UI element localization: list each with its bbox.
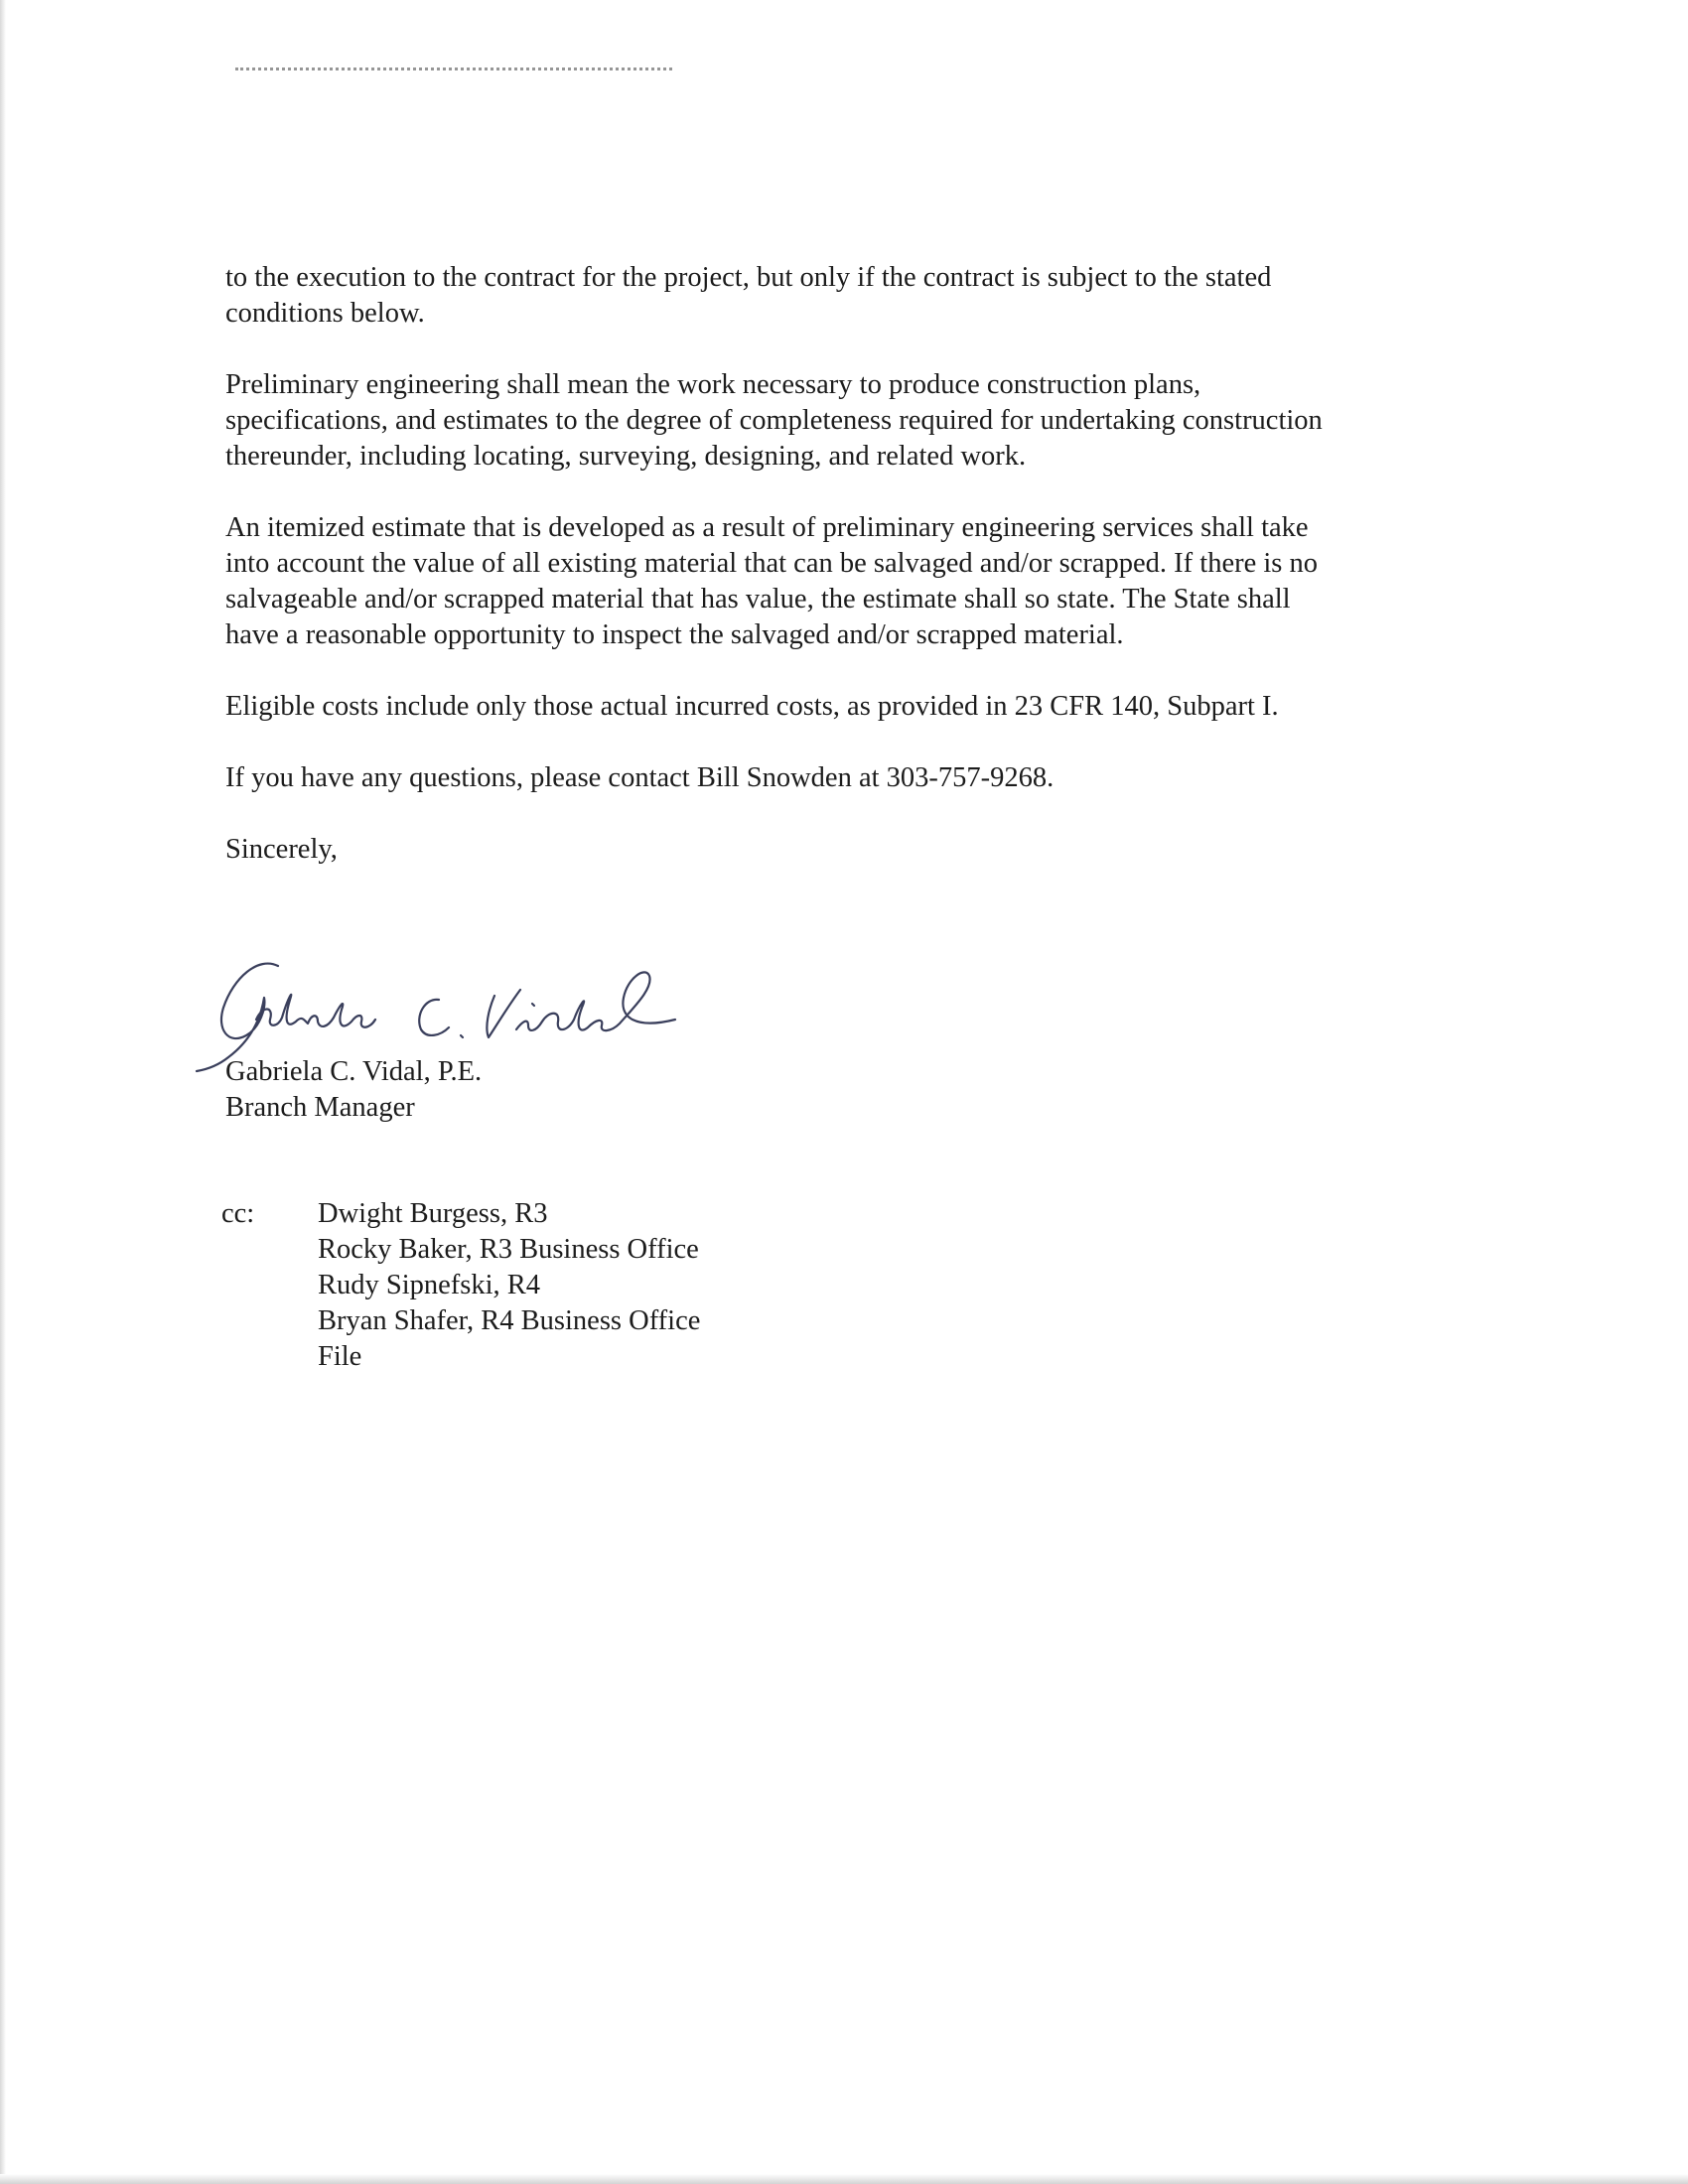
cc-recipient: Dwight Burgess, R3 [318,1198,548,1229]
signer-block [225,1054,482,1126]
closing-salutation: Sincerely, [225,834,338,865]
paragraph-contract-execution: to the execution to the contract for the project, but only if the contract is subject to the stated conditions below. [225,262,1272,329]
paragraph-itemized-estimate: An itemized estimate that is developed as a result of preliminary engineering services shall take into account the value of all existing material that can be salvaged and/or scrapped. If there is no salvageable and/or scrapped material that has value, the estimate shall so state. The State shall have a reasonable opportunity to inspect the salvaged and/or scrapped material. [225,512,1319,650]
page-scan-edge-left [0,0,6,2184]
signer-name: Gabriela C. Vidal, P.E. [225,1056,483,1087]
signer-title: Branch Manager [225,1092,415,1123]
letter-body [225,260,1337,868]
cc-recipient-list [318,1196,814,1375]
header-remnant-line [235,60,672,70]
cc-label: cc: [221,1198,255,1229]
paragraph-preliminary-engineering: Preliminary engineering shall mean the work necessary to produce construction plans, specifications, and estimates to the degree of completeness required for undertaking construction thereunder, including locating, surveying, designing, and related work. [225,369,1323,472]
cc-recipient: Rocky Baker, R3 Business Office [318,1234,699,1265]
paragraph-contact: If you have any questions, please contact Bill Snowden at 303-757-9268. [225,762,1055,793]
paragraph-eligible-costs: Eligible costs include only those actual incurred costs, as provided in 23 CFR 140, Subpart I. [225,691,1279,722]
cc-recipient: File [318,1341,362,1372]
cc-recipient: Bryan Shafer, R4 Business Office [318,1305,701,1336]
page-scan-edge-bottom [0,2174,1688,2184]
cc-recipient: Rudy Sipnefski, R4 [318,1270,541,1300]
